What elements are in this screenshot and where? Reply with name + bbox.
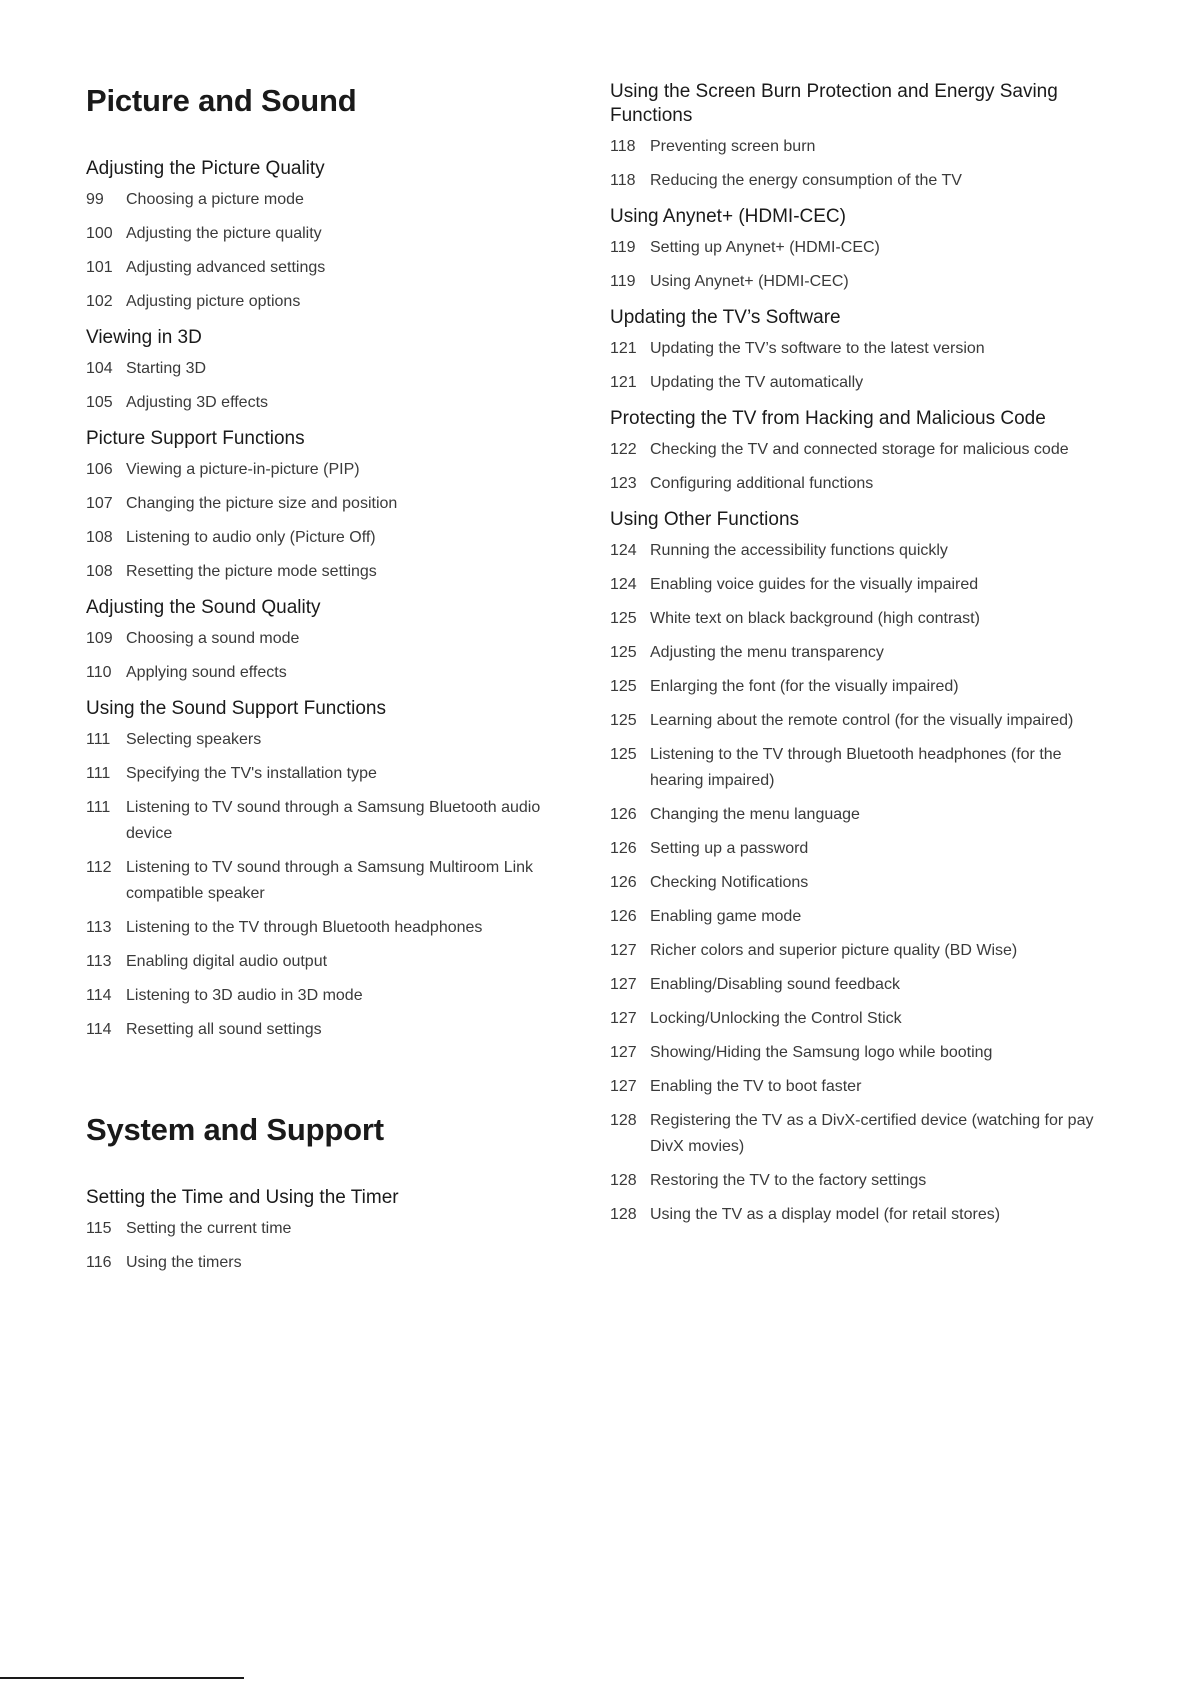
- left-column: [86, 0, 566, 1287]
- toc-entry[interactable]: [610, 168, 1110, 194]
- entry-text: Enabling game mode: [650, 908, 802, 925]
- section-title[interactable]: Using the Screen Burn Protection and Energy Saving Functions: [610, 81, 1058, 126]
- entry-text: Adjusting the menu transparency: [650, 644, 884, 661]
- entry-text: Preventing screen burn: [650, 138, 816, 155]
- toc-entry[interactable]: [610, 640, 1110, 666]
- toc-section: [610, 508, 1110, 1228]
- toc-entry[interactable]: [610, 870, 1110, 896]
- page-number: 113: [86, 919, 112, 937]
- toc-entry[interactable]: [86, 289, 566, 315]
- toc-entry[interactable]: [86, 915, 566, 941]
- toc-entry[interactable]: [610, 836, 1110, 862]
- toc-section: [86, 596, 566, 686]
- page-number: 108: [86, 529, 113, 547]
- entry-text: Checking the TV and connected storage for malicious code: [650, 441, 1069, 458]
- toc-section: [610, 80, 1110, 194]
- page-number: 127: [610, 1044, 637, 1061]
- entry-text: Choosing a sound mode: [126, 630, 300, 648]
- toc-entry[interactable]: [610, 471, 1110, 497]
- toc-entry[interactable]: [86, 525, 566, 551]
- page-number: 108: [86, 563, 113, 581]
- entry-text: White text on black background (high contrast): [650, 610, 980, 627]
- entry-text: Running the accessibility functions quickly: [650, 542, 948, 559]
- toc-entry[interactable]: [86, 626, 566, 652]
- page-number: 126: [610, 908, 637, 925]
- toc-entry[interactable]: [610, 606, 1110, 632]
- page-number: 105: [86, 394, 113, 412]
- toc-section: [86, 1186, 566, 1276]
- entry-text: Enabling/Disabling sound feedback: [650, 976, 900, 993]
- entry-text: Changing the picture size and position: [126, 495, 398, 513]
- toc-entry[interactable]: [610, 235, 1110, 261]
- entry-text: Listening to TV sound through a Samsung Bluetooth audio device: [126, 799, 541, 843]
- page-number: 119: [610, 239, 636, 256]
- page-number: 109: [86, 630, 113, 648]
- entry-text: Choosing a picture mode: [126, 191, 304, 209]
- page-number: 121: [610, 340, 637, 357]
- toc-entry[interactable]: [86, 855, 566, 907]
- toc-section: [86, 326, 566, 416]
- toc-entry[interactable]: [86, 761, 566, 787]
- entry-text: Listening to the TV through Bluetooth headphones (for the hearing impaired): [650, 746, 1062, 789]
- page-number: 125: [610, 644, 637, 661]
- page-number: 125: [610, 712, 637, 729]
- section-title[interactable]: Updating the TV’s Software: [610, 307, 841, 328]
- toc-entry[interactable]: [86, 255, 566, 281]
- page-number: 111: [86, 799, 111, 817]
- entry-text: Enabling voice guides for the visually impaired: [650, 576, 979, 593]
- entry-text: Registering the TV as a DivX-certified device (watching for pay DivX movies): [650, 1112, 1094, 1155]
- toc-entry[interactable]: [610, 538, 1110, 564]
- chapter-title-picture-and-sound: Picture and Sound: [86, 83, 357, 118]
- section-title[interactable]: Using Other Functions: [610, 509, 800, 530]
- entry-text: Locking/Unlocking the Control Stick: [650, 1010, 902, 1027]
- page-number: 111: [86, 765, 111, 783]
- section-title[interactable]: Viewing in 3D: [86, 327, 202, 349]
- toc-entry[interactable]: [86, 559, 566, 585]
- entry-text: Listening to 3D audio in 3D mode: [126, 987, 363, 1005]
- entry-text: Applying sound effects: [126, 664, 287, 682]
- page-number: 112: [86, 859, 112, 877]
- entry-text: Showing/Hiding the Samsung logo while booting: [650, 1044, 993, 1061]
- page-number: 102: [86, 293, 113, 311]
- entry-text: Resetting all sound settings: [126, 1021, 322, 1039]
- picture-sound-sections: [86, 157, 566, 1043]
- toc-entry[interactable]: [86, 187, 566, 213]
- entry-text: Using the TV as a display model (for retail stores): [650, 1206, 1001, 1223]
- entry-text: Listening to the TV through Bluetooth headphones: [126, 919, 483, 937]
- page-number: 110: [86, 664, 112, 682]
- entry-text: Using the timers: [126, 1254, 242, 1272]
- toc-entry[interactable]: [610, 1040, 1110, 1066]
- page-number: 125: [610, 746, 637, 763]
- entry-text: Reducing the energy consumption of the TV: [650, 172, 962, 189]
- page-number: 115: [86, 1220, 112, 1238]
- page-number: 128: [610, 1206, 637, 1223]
- entry-text: Listening to TV sound through a Samsung Multiroom Link compatible speaker: [126, 859, 534, 903]
- entry-text: Specifying the TV's installation type: [126, 765, 377, 783]
- entry-text: Selecting speakers: [126, 731, 262, 749]
- page-number: 127: [610, 1010, 637, 1027]
- footer-rule: [0, 1677, 244, 1679]
- entry-text: Restoring the TV to the factory settings: [650, 1172, 927, 1189]
- entry-text: Setting up Anynet+ (HDMI-CEC): [650, 239, 880, 256]
- toc-entry[interactable]: [86, 1216, 566, 1242]
- toc-entry[interactable]: [610, 1006, 1110, 1032]
- page-number: 124: [610, 542, 637, 559]
- entry-text: Richer colors and superior picture quality (BD Wise): [650, 942, 1018, 959]
- entry-text: Learning about the remote control (for the visually impaired): [650, 712, 1074, 729]
- page-number: 126: [610, 874, 637, 891]
- page-number: 125: [610, 610, 637, 627]
- toc-entry[interactable]: [86, 1017, 566, 1043]
- page-number: 127: [610, 942, 637, 959]
- entry-text: Updating the TV automatically: [650, 374, 864, 391]
- entry-text: Enabling the TV to boot faster: [650, 1078, 862, 1095]
- entry-text: Starting 3D: [126, 360, 207, 378]
- entry-text: Adjusting 3D effects: [126, 394, 269, 412]
- page-number: 127: [610, 976, 637, 993]
- section-title[interactable]: Adjusting the Sound Quality: [86, 597, 321, 619]
- page-number: 111: [86, 731, 111, 749]
- toc-section: [86, 427, 566, 585]
- toc-entry[interactable]: [86, 457, 566, 483]
- entry-text: Adjusting advanced settings: [126, 259, 326, 277]
- toc-entry[interactable]: [610, 572, 1110, 598]
- section-title[interactable]: Using Anynet+ (HDMI-CEC): [610, 206, 846, 227]
- toc-entry[interactable]: [86, 795, 566, 847]
- toc-entry[interactable]: [86, 660, 566, 686]
- page-number: 128: [610, 1172, 637, 1189]
- toc-entry[interactable]: [610, 904, 1110, 930]
- toc-entry[interactable]: [610, 1108, 1110, 1160]
- page-number: 101: [86, 259, 113, 277]
- toc-entry[interactable]: [86, 983, 566, 1009]
- toc-section: [86, 697, 566, 1043]
- page-number: 121: [610, 374, 637, 391]
- system-support-sections: [86, 1186, 566, 1276]
- toc-entry[interactable]: [610, 1202, 1110, 1228]
- toc-entry[interactable]: [86, 949, 566, 975]
- toc-section: [610, 407, 1110, 497]
- entry-text: Listening to audio only (Picture Off): [126, 529, 376, 547]
- toc-entry[interactable]: [610, 972, 1110, 998]
- section-title[interactable]: Adjusting the Picture Quality: [86, 158, 325, 180]
- page-number: 107: [86, 495, 113, 513]
- entry-text: Changing the menu language: [650, 806, 860, 823]
- toc-entry[interactable]: [86, 390, 566, 416]
- page-number: 128: [610, 1112, 637, 1129]
- page-number: 122: [610, 441, 637, 458]
- toc-entry[interactable]: [610, 437, 1110, 463]
- page-number: 126: [610, 840, 637, 857]
- right-sections: [610, 80, 1110, 1228]
- section-title[interactable]: Using the Sound Support Functions: [86, 698, 386, 720]
- entry-text: Viewing a picture-in-picture (PIP): [126, 461, 360, 479]
- page-number: 127: [610, 1078, 637, 1095]
- entry-text: Using Anynet+ (HDMI-CEC): [650, 273, 849, 290]
- page-number: 126: [610, 806, 637, 823]
- toc-entry[interactable]: [610, 742, 1110, 794]
- page-number: 118: [610, 172, 636, 189]
- page-number: 113: [86, 953, 112, 971]
- entry-text: Adjusting the picture quality: [126, 225, 322, 243]
- entry-text: Resetting the picture mode settings: [126, 563, 377, 581]
- entry-text: Checking Notifications: [650, 874, 809, 891]
- page-number: 104: [86, 360, 113, 378]
- page-number: 100: [86, 225, 113, 243]
- toc-entry[interactable]: [610, 269, 1110, 295]
- toc-entry[interactable]: [610, 802, 1110, 828]
- toc-entry[interactable]: [610, 1074, 1110, 1100]
- page-number: 123: [610, 475, 637, 492]
- page-number: 125: [610, 678, 637, 695]
- section-title[interactable]: Protecting the TV from Hacking and Malicious Code: [610, 408, 1046, 429]
- toc-entry[interactable]: [86, 491, 566, 517]
- entry-text: Enabling digital audio output: [126, 953, 328, 971]
- entry-text: Enlarging the font (for the visually impaired): [650, 678, 959, 695]
- section-title[interactable]: Picture Support Functions: [86, 428, 305, 450]
- toc-section: [86, 157, 566, 315]
- toc-entry[interactable]: [610, 1168, 1110, 1194]
- toc-entry[interactable]: [610, 134, 1110, 160]
- toc-section: [610, 205, 1110, 295]
- section-title[interactable]: Setting the Time and Using the Timer: [86, 1187, 399, 1209]
- page-number: 114: [86, 987, 112, 1005]
- page-number: 114: [86, 1021, 112, 1039]
- page-number: 119: [610, 273, 636, 290]
- toc-entry[interactable]: [86, 1250, 566, 1276]
- page-number: 116: [86, 1254, 112, 1272]
- entry-text: Adjusting picture options: [126, 293, 301, 311]
- toc-entry[interactable]: [610, 938, 1110, 964]
- entry-text: Updating the TV’s software to the latest version: [650, 340, 985, 357]
- entry-text: Setting the current time: [126, 1220, 292, 1238]
- toc-entry[interactable]: [610, 336, 1110, 362]
- toc-entry[interactable]: [86, 356, 566, 382]
- entry-text: Setting up a password: [650, 840, 809, 857]
- toc-entry[interactable]: [86, 221, 566, 247]
- page-number: 106: [86, 461, 113, 479]
- page-number: 124: [610, 576, 637, 593]
- page-number: 99: [86, 191, 104, 209]
- toc-entry[interactable]: [610, 370, 1110, 396]
- toc-entry[interactable]: [86, 727, 566, 753]
- right-column: [610, 0, 1110, 1239]
- toc-entry[interactable]: [610, 708, 1110, 734]
- toc-section: [610, 306, 1110, 396]
- page-number: 118: [610, 138, 636, 155]
- entry-text: Configuring additional functions: [650, 475, 874, 492]
- toc-entry[interactable]: [610, 674, 1110, 700]
- chapter-title-system-and-support: System and Support: [86, 1112, 384, 1148]
